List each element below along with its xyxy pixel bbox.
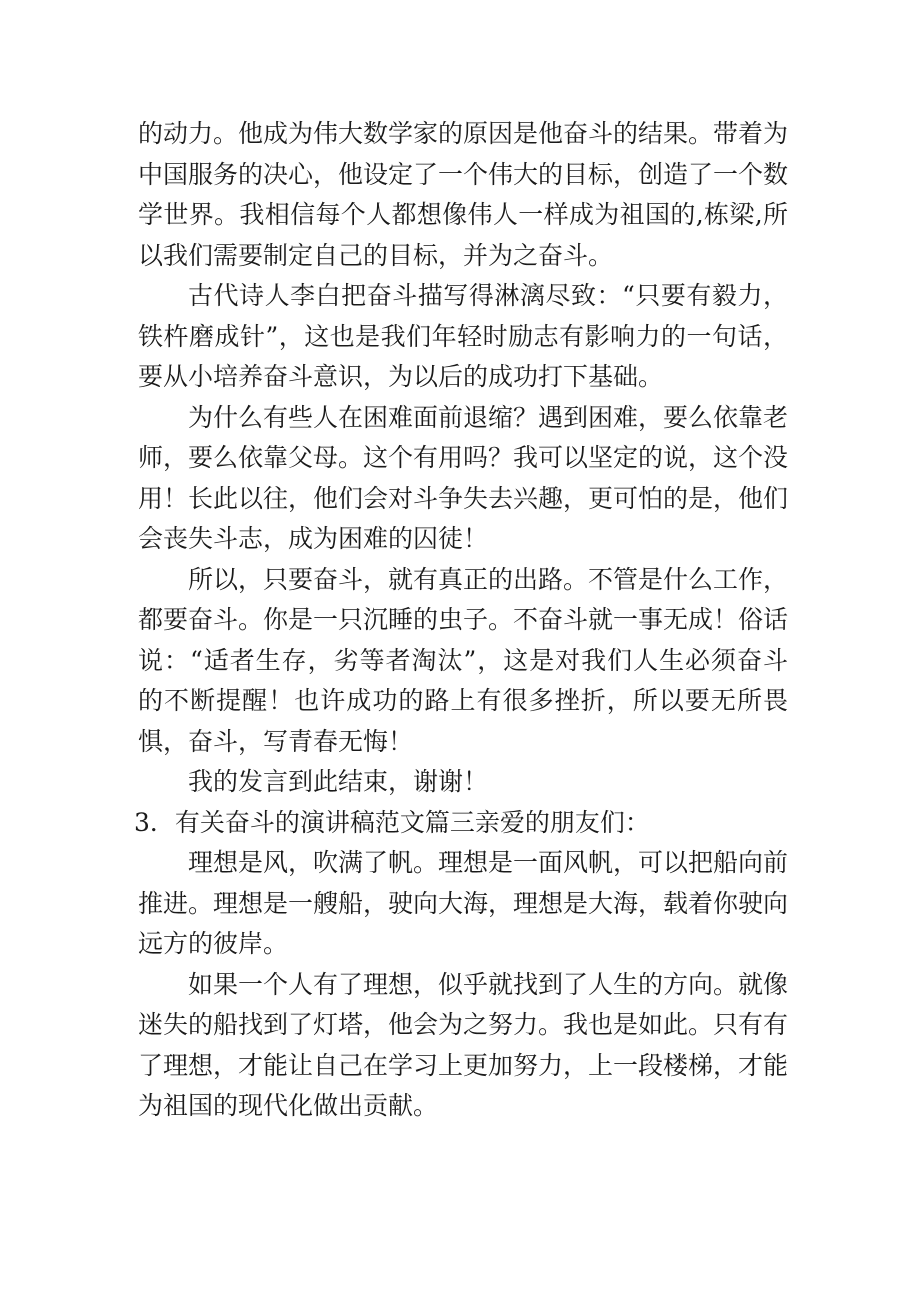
paragraph-closing-remarks: 我的发言到此结束，谢谢！ [188, 767, 489, 796]
paragraph-only-struggle: 所以，只要奋斗，就有真正的出路。不管是什么工作，都要奋斗。你是一只沉睡的虫子。不奋斗就一事无成！俗话说：“适者生存，劣等者淘汰”，这是对我们人生必须奋斗的不断提醒！也许成功的路上有很多挫折，所以要无所畏惧，奋斗，写青春无悔！ [138, 564, 789, 756]
paragraph-continuation: 的动力。他成为伟大数学家的原因是他奋斗的结果。带着为中国服务的决心，他设定了一个伟大的目标，创造了一个数学世界。我相信每个人都想像伟人一样成为祖国的,栋梁,所以我们需要制定自己的目标，并为之奋斗。 [138, 119, 789, 270]
paragraph-ideal-is-wind: 理想是风，吹满了帆。理想是一面风帆，可以把船向前推进。理想是一艘船，驶向大海，理想是大海，载着你驶向远方的彼岸。 [138, 848, 789, 958]
paragraph-li-bai-quote: 古代诗人李白把奋斗描写得淋漓尽致：“只要有毅力，铁杵磨成针”，这也是我们年轻时励志有影响力的一句话，要从小培养奋斗意识，为以后的成功打下基础。 [138, 281, 788, 391]
paragraph-ideal-direction: 如果一个人有了理想，似乎就找到了人生的方向。就像迷失的船找到了灯塔，他会为之努力。我也是如此。只有有了理想，才能让自己在学习上更加努力，上一段楼梯，才能为祖国的现代化做出贡献。 [138, 969, 789, 1120]
document-body [134, 114, 789, 1127]
section-heading-speech-3: 3．有关奋斗的演讲稿范文篇三亲爱的朋友们： [134, 807, 650, 837]
paragraph-retreat-from-difficulty: 为什么有些人在困难面前退缩？遇到困难，要么依靠老师，要么依靠父母。这个有用吗？我可以坚定的说，这个没用！长此以往，他们会对斗争失去兴趣，更可怕的是，他们会丧失斗志，成为困难的囚徒！ [138, 402, 789, 553]
